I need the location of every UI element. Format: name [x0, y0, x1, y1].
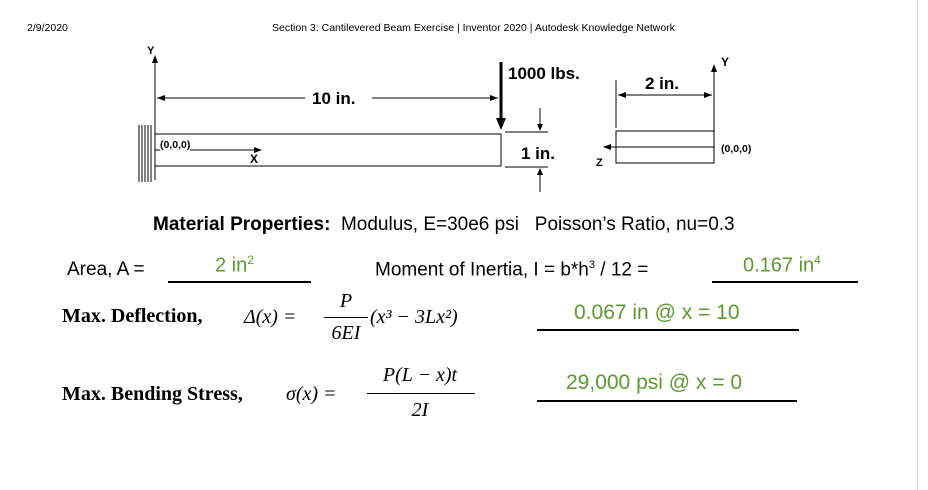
stress-fraction-bar — [367, 393, 475, 394]
poisson-text: Poisson’s Ratio, nu=0.3 — [534, 214, 735, 235]
modulus-text: Modulus, E=30e6 psi — [340, 214, 519, 235]
area-answer: 2 $in^2$ — [215, 253, 254, 277]
material-properties — [153, 214, 735, 236]
print-date: 2/9/2020 — [27, 22, 68, 34]
load-arrow — [496, 62, 506, 130]
inertia-label: Moment of Inertia, $I = b*h^3 / 12$ = — [375, 259, 649, 281]
inertia-answer-line — [712, 281, 858, 283]
deflection-answer: 0.067 in @ x = 10 — [574, 301, 740, 324]
origin-right-label: (0,0,0) — [721, 143, 752, 155]
area-label: Area, A = — [67, 259, 145, 280]
stress-label: Max. Bending Stress, — [62, 383, 243, 405]
load-label: 1000 lbs. — [508, 64, 580, 83]
deflection-rhs: (x³ − 3Lx²) — [370, 306, 458, 328]
length-label: 10 in. — [312, 89, 356, 108]
deflection-label: Max. Deflection, — [62, 305, 203, 327]
deflection-answer-line — [537, 329, 799, 331]
stress-answer-line — [537, 400, 797, 402]
deflection-denominator: 6EI — [331, 322, 361, 344]
area-answer-line — [168, 281, 311, 283]
width-label: 2 in. — [645, 74, 680, 93]
height-label: 1 in. — [521, 144, 556, 163]
stress-numerator: P(L − x)t — [382, 364, 458, 386]
print-title: Section 3: Cantilevered Beam Exercise | Inventor 2020 | Autodesk Knowledge Network — [272, 22, 675, 34]
x-axis-label: X — [250, 152, 259, 166]
stress-denominator: 2I — [411, 399, 429, 421]
deflection-lhs: Δ(x) = — [244, 306, 297, 328]
z-axis-label: Z — [596, 157, 603, 169]
stress-answer: 29,000 psi @ x = 0 — [566, 371, 743, 394]
vertical-scrollbar[interactable] — [917, 0, 928, 490]
material-heading: Material Properties: — [153, 214, 331, 235]
y-axis-right-label: Y — [721, 55, 730, 69]
deflection-numerator: P — [339, 290, 353, 312]
fixed-wall-support — [139, 120, 155, 182]
y-axis-left-label: Y — [147, 45, 155, 57]
stress-lhs: σ(x) = — [286, 383, 337, 405]
deflection-fraction-bar — [324, 317, 368, 318]
inertia-answer: 0.167 $in^4$ — [743, 253, 821, 277]
cantilever-beam-diagram — [0, 0, 928, 200]
origin-left-label: (0,0,0) — [160, 139, 191, 151]
